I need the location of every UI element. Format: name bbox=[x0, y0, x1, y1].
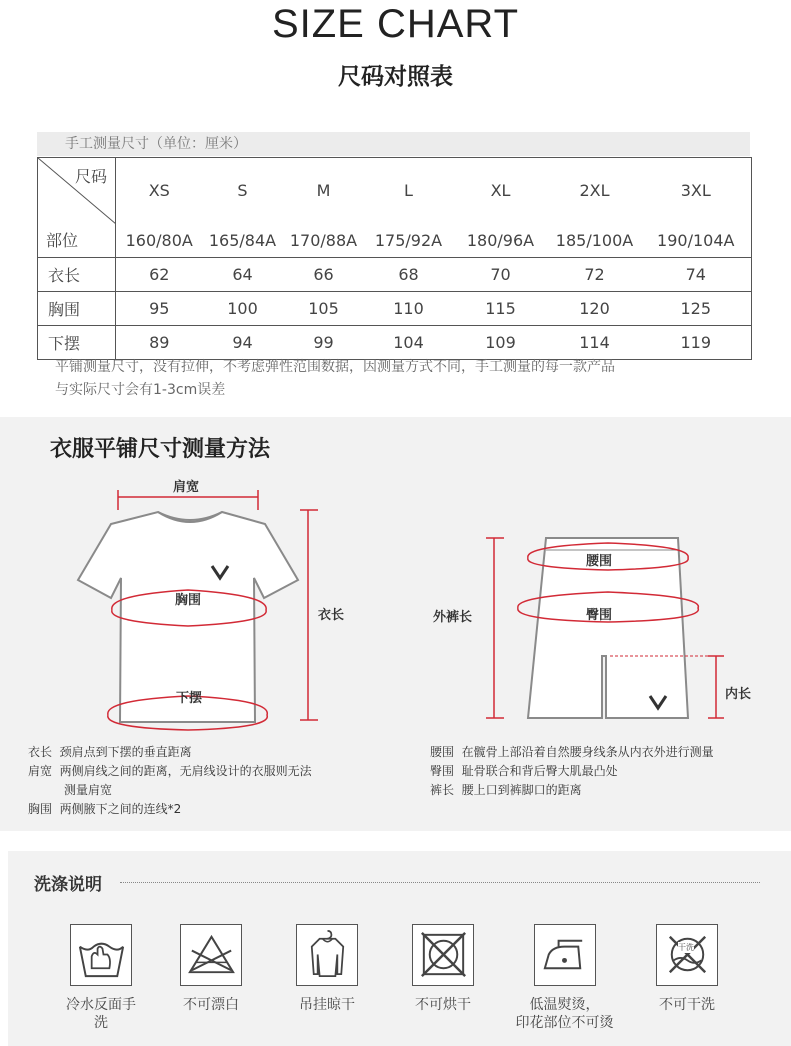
table-row bbox=[38, 291, 752, 325]
shirt-desc-list bbox=[28, 743, 398, 819]
table-cell: 94 bbox=[203, 325, 283, 359]
care-label: 冷水反面手洗 bbox=[66, 997, 136, 1031]
no-tumble-dry-icon bbox=[412, 924, 474, 986]
table-cell: 70 bbox=[453, 257, 549, 291]
spec-cell: 175/92A bbox=[365, 224, 453, 258]
table-cell: 119 bbox=[641, 325, 752, 359]
size-header-cell: XS bbox=[116, 158, 203, 224]
care-item-no-dry-clean bbox=[647, 924, 727, 1014]
desc-item: 肩宽 两侧肩线之间的距离，无肩线设计的衣服则无法 bbox=[28, 764, 312, 778]
care-label: 低温熨烫， 印花部位不可烫 bbox=[515, 997, 614, 1031]
no-dry-clean-icon bbox=[656, 924, 718, 986]
spec-cell: 170/88A bbox=[283, 224, 365, 258]
inner-length-label: 内长 bbox=[725, 687, 752, 702]
desc-item: 腰围 在髋骨上部沿着自然腰身线条从内衣外进行测量 bbox=[430, 745, 714, 759]
size-header-cell: M bbox=[283, 158, 365, 224]
spec-cell: 160/80A bbox=[116, 224, 203, 258]
table-cell: 109 bbox=[453, 325, 549, 359]
outer-length-label: 外裤长 bbox=[433, 610, 473, 625]
table-cell: 99 bbox=[283, 325, 365, 359]
desc-item: 测量肩宽 bbox=[64, 783, 113, 797]
table-cell: 72 bbox=[549, 257, 641, 291]
spec-cell: 190/104A bbox=[641, 224, 752, 258]
size-header-cell: S bbox=[203, 158, 283, 224]
table-cell: 104 bbox=[365, 325, 453, 359]
note-line: 与实际尺寸会有1-3cm误差 bbox=[55, 382, 226, 398]
hang-dry-icon bbox=[296, 924, 358, 986]
corner-part-label: 部位 bbox=[46, 230, 79, 250]
table-cell: 120 bbox=[549, 291, 641, 325]
table-cell: 74 bbox=[641, 257, 752, 291]
wash-divider bbox=[120, 882, 760, 883]
row-label: 下摆 bbox=[38, 325, 116, 359]
care-label: 不可干洗 bbox=[659, 997, 715, 1013]
table-cell: 100 bbox=[203, 291, 283, 325]
table-cell: 66 bbox=[283, 257, 365, 291]
care-item-no-bleach bbox=[171, 924, 251, 1014]
care-label: 不可烘干 bbox=[415, 997, 471, 1013]
table-caption: 手工测量尺寸（单位：厘米） bbox=[37, 132, 750, 156]
desc-item: 臀围 耻骨联合和背后臀大肌最凸处 bbox=[430, 764, 618, 778]
spec-cell: 165/84A bbox=[203, 224, 283, 258]
page-title: SIZE CHART bbox=[271, 2, 520, 46]
dry-clean-badge: 干洗 bbox=[678, 943, 694, 952]
table-cell: 125 bbox=[641, 291, 752, 325]
note-line: 平铺测量尺寸，没有拉伸，不考虑弹性范围数据，因测量方式不同，手工测量的每一款产品 bbox=[55, 359, 615, 375]
size-header-cell: 3XL bbox=[641, 158, 752, 224]
care-item-hand-wash bbox=[61, 924, 141, 1032]
size-header-cell: 2XL bbox=[549, 158, 641, 224]
care-item-low-iron bbox=[512, 924, 617, 1032]
row-label: 胸围 bbox=[38, 291, 116, 325]
low-iron-icon bbox=[534, 924, 596, 986]
care-item-no-tumble-dry bbox=[403, 924, 483, 1014]
table-cell: 110 bbox=[365, 291, 453, 325]
desc-item: 胸围 两侧腋下之间的连线*2 bbox=[28, 802, 182, 816]
waist-label: 腰围 bbox=[586, 554, 613, 569]
table-row bbox=[38, 158, 752, 224]
spec-cell: 180/96A bbox=[453, 224, 549, 258]
table-cell: 64 bbox=[203, 257, 283, 291]
wash-title: 洗涤说明 bbox=[34, 875, 102, 895]
table-cell: 68 bbox=[365, 257, 453, 291]
table-cell: 114 bbox=[549, 325, 641, 359]
table-cell: 89 bbox=[116, 325, 203, 359]
table-cell: 105 bbox=[283, 291, 365, 325]
table-row bbox=[38, 257, 752, 291]
hand-wash-icon bbox=[70, 924, 132, 986]
table-row bbox=[38, 224, 752, 258]
corner-size-label: 尺码 bbox=[74, 167, 107, 186]
table-row bbox=[38, 325, 752, 359]
care-label: 不可漂白 bbox=[183, 997, 239, 1013]
row-label: 衣长 bbox=[38, 257, 116, 291]
table-corner-cell bbox=[38, 158, 116, 258]
page-subtitle: 尺码对照表 bbox=[338, 64, 453, 90]
care-item-hang-dry bbox=[287, 924, 367, 1014]
no-bleach-icon bbox=[180, 924, 242, 986]
shoulder-label: 肩宽 bbox=[173, 480, 200, 495]
measure-title: 衣服平铺尺寸测量方法 bbox=[50, 437, 271, 462]
spec-cell: 185/100A bbox=[549, 224, 641, 258]
size-header-cell: XL bbox=[453, 158, 549, 224]
size-header-cell: L bbox=[365, 158, 453, 224]
desc-item: 裤长 腰上口到裤脚口的距离 bbox=[430, 783, 582, 797]
tshirt-diagram bbox=[60, 470, 390, 735]
desc-item: 衣长 颈肩点到下摆的垂直距离 bbox=[28, 745, 192, 759]
shorts-desc-list bbox=[430, 743, 780, 800]
hip-label: 臀围 bbox=[586, 608, 613, 623]
measurement-note bbox=[55, 356, 755, 402]
chest-label: 胸围 bbox=[175, 593, 202, 608]
care-label: 吊挂晾干 bbox=[299, 997, 355, 1013]
size-table bbox=[37, 157, 752, 360]
table-cell: 95 bbox=[116, 291, 203, 325]
table-cell: 62 bbox=[116, 257, 203, 291]
table-cell: 115 bbox=[453, 291, 549, 325]
length-label: 衣长 bbox=[318, 608, 345, 623]
hem-label: 下摆 bbox=[176, 691, 203, 706]
